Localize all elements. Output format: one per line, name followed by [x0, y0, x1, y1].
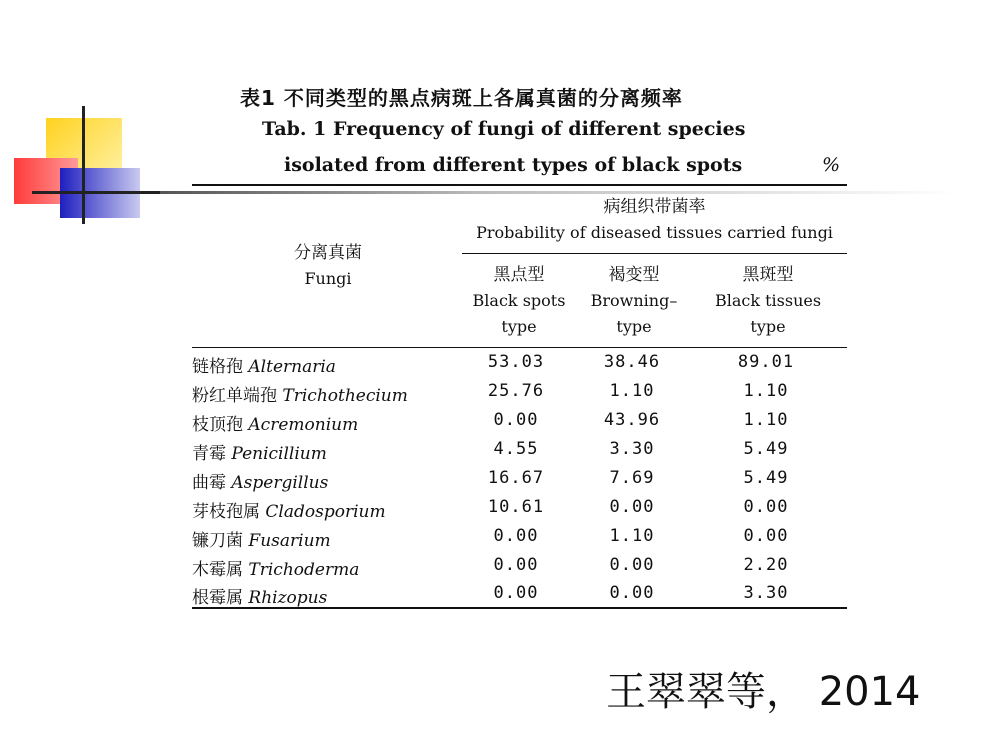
blue-square-decoration	[60, 168, 140, 218]
header-col3-en1: Black tissues	[714, 291, 822, 310]
fungus-name	[192, 352, 336, 377]
fungus-name	[192, 583, 327, 608]
table-row	[192, 352, 847, 381]
value-black-spots: 10.61	[487, 497, 545, 517]
header-fungi-en: Fungi	[304, 269, 352, 288]
value-black-spots: 0.00	[493, 526, 539, 546]
value-browning: 7.69	[609, 468, 655, 488]
table-title-english-line1: Tab. 1 Frequency of fungi of different species	[262, 118, 746, 140]
value-browning: 0.00	[609, 583, 655, 603]
value-black-tissues: 89.01	[737, 352, 795, 372]
value-black-tissues: 5.49	[743, 468, 789, 488]
header-col3-en2: type	[750, 317, 786, 336]
table-row	[192, 583, 847, 612]
value-browning: 3.30	[609, 439, 655, 459]
value-browning: 0.00	[609, 555, 655, 575]
header-col2-en1: Browning–	[590, 291, 678, 310]
value-black-spots: 0.00	[493, 410, 539, 430]
header-col-black-spots	[456, 262, 582, 340]
yellow-square-decoration	[46, 118, 122, 190]
fungus-name-zh: 镰刀菌	[192, 531, 243, 551]
header-col2-zh: 褐变型	[608, 265, 660, 285]
value-black-spots: 25.76	[487, 381, 545, 401]
fungus-name-zh: 木霉属	[192, 560, 243, 580]
value-black-tissues: 1.10	[743, 381, 789, 401]
header-col3-zh: 黑斑型	[742, 265, 794, 285]
header-sub-rule	[462, 253, 847, 254]
red-square-decoration	[14, 158, 78, 204]
header-col-browning	[572, 262, 696, 340]
fungus-name-sci: Penicillium	[231, 444, 327, 464]
fungus-name	[192, 381, 408, 406]
table-row	[192, 410, 847, 439]
value-browning: 1.10	[609, 381, 655, 401]
value-black-tissues: 2.20	[743, 555, 789, 575]
table-row	[192, 526, 847, 555]
fungus-name	[192, 497, 386, 522]
table-top-rule	[192, 184, 847, 186]
value-black-spots: 4.55	[493, 439, 539, 459]
fungus-name-sci: Cladosporium	[265, 502, 386, 522]
header-bottom-rule	[192, 347, 847, 348]
fungus-name-sci: Rhizopus	[248, 588, 328, 608]
table-title-chinese: 表1 不同类型的黑点病斑上各属真菌的分离频率	[240, 86, 683, 110]
header-col2-en2: type	[616, 317, 652, 336]
value-black-spots: 16.67	[487, 468, 545, 488]
value-black-spots: 0.00	[493, 583, 539, 603]
table-row	[192, 497, 847, 526]
header-col1-en1: Black spots	[472, 291, 566, 310]
table-row	[192, 468, 847, 497]
value-browning: 43.96	[603, 410, 661, 430]
fungus-name-sci: Alternaria	[248, 357, 336, 377]
header-group	[462, 194, 847, 246]
value-browning: 38.46	[603, 352, 661, 372]
value-browning: 1.10	[609, 526, 655, 546]
fungus-name	[192, 468, 328, 493]
table-row	[192, 439, 847, 468]
fungus-name-zh: 枝顶孢	[192, 415, 243, 435]
fungus-name-sci: Trichoderma	[248, 560, 360, 580]
fungus-name-zh: 青霉	[192, 444, 226, 464]
fungus-name	[192, 439, 327, 464]
fungus-name-sci: Trichothecium	[282, 386, 408, 406]
header-col1-en2: type	[501, 317, 537, 336]
value-black-tissues: 0.00	[743, 497, 789, 517]
fungus-name-sci: Acremonium	[248, 415, 359, 435]
table-title-english-line2: isolated from different types of black spots	[284, 154, 743, 176]
table-row	[192, 381, 847, 410]
fungus-name-zh: 根霉属	[192, 588, 243, 608]
value-black-tissues: 3.30	[743, 583, 789, 603]
fungus-name	[192, 410, 358, 435]
header-group-en: Probability of diseased tissues carried fungi	[476, 223, 833, 242]
vertical-line-decoration	[82, 106, 85, 224]
value-browning: 0.00	[609, 497, 655, 517]
fungus-name	[192, 555, 359, 580]
table-row	[192, 555, 847, 584]
header-group-zh: 病组织带菌率	[603, 197, 706, 217]
fungus-name-zh: 曲霉	[192, 473, 226, 493]
value-black-spots: 0.00	[493, 555, 539, 575]
value-black-spots: 53.03	[487, 352, 545, 372]
header-fungi	[268, 240, 388, 292]
fungus-name-zh: 粉红单端孢	[192, 386, 277, 406]
fungus-name-sci: Aspergillus	[231, 473, 329, 493]
fungus-name-zh: 芽枝孢属	[192, 502, 260, 522]
header-col1-zh: 黑点型	[493, 265, 545, 285]
header-fungi-zh: 分离真菌	[294, 243, 362, 263]
fungus-name	[192, 526, 331, 551]
value-black-tissues: 5.49	[743, 439, 789, 459]
fungus-name-zh: 链格孢	[192, 357, 243, 377]
fungus-name-sci: Fusarium	[248, 531, 331, 551]
value-black-tissues: 0.00	[743, 526, 789, 546]
horizontal-line-decoration	[32, 191, 160, 194]
value-black-tissues: 1.10	[743, 410, 789, 430]
header-col-black-tissues	[704, 262, 832, 340]
citation: 王翠翠等， 2014	[606, 669, 921, 715]
table-unit: %	[822, 154, 841, 176]
